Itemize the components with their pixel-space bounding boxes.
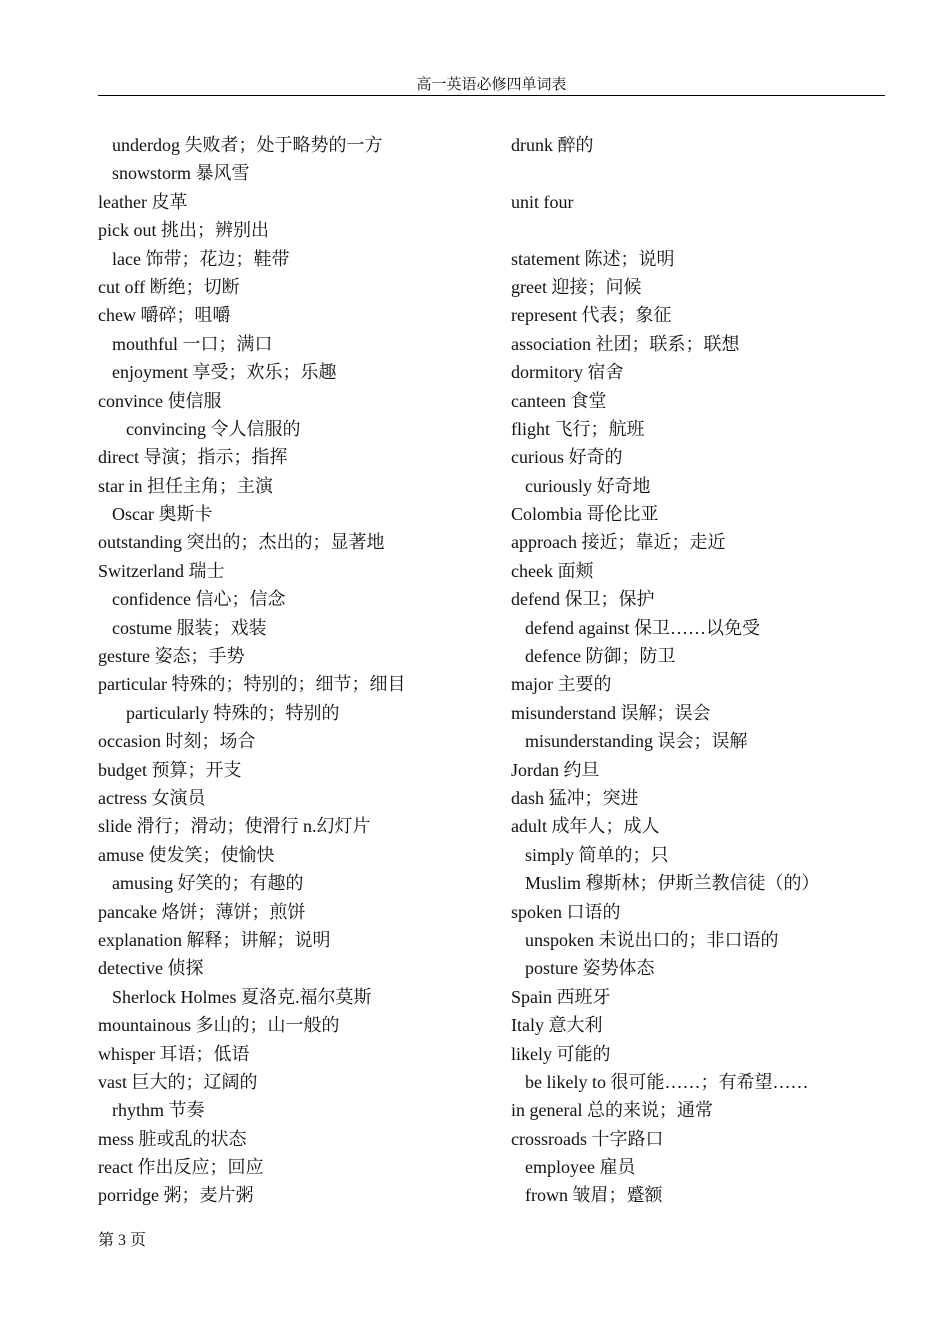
- vocab-entry: in general 总的来说；通常: [511, 1100, 713, 1121]
- vocab-entry: be likely to 很可能……；有希望……: [525, 1071, 809, 1092]
- vocab-entry: Spain 西班牙: [511, 986, 611, 1007]
- vocabulary-column-right: [511, 131, 891, 1210]
- vocabulary-column-left: [98, 131, 498, 1210]
- vocab-entry: mountainous 多山的；山一般的: [98, 1015, 340, 1036]
- vocab-entry: budget 预算；开支: [98, 759, 242, 780]
- vocab-entry: greet 迎接；问候: [511, 276, 642, 297]
- vocab-entry: posture 姿势体态: [525, 958, 655, 979]
- vocab-entry: amuse 使发笑；使愉快: [98, 844, 275, 865]
- vocab-entry: Oscar 奥斯卡: [112, 504, 213, 525]
- vocab-entry: particular 特殊的；特别的；细节；细目: [98, 674, 406, 695]
- vocab-entry: detective 侦探: [98, 958, 204, 979]
- vocab-entry: whisper 耳语；低语: [98, 1043, 250, 1064]
- vocab-entry: occasion 时刻；场合: [98, 731, 256, 752]
- vocab-entry: canteen 食堂: [511, 390, 607, 411]
- vocab-entry: simply 简单的；只: [525, 844, 669, 865]
- vocab-entry: outstanding 突出的；杰出的；显著地: [98, 532, 385, 553]
- vocab-entry: represent 代表；象征: [511, 305, 672, 326]
- vocab-entry: Colombia 哥伦比亚: [511, 504, 659, 525]
- vocab-entry: dash 猛冲；突进: [511, 787, 639, 808]
- vocab-entry: explanation 解释；讲解；说明: [98, 929, 331, 950]
- vocab-entry: porridge 粥；麦片粥: [98, 1185, 254, 1206]
- vocab-entry: pick out 挑出；辨别出: [98, 220, 269, 241]
- vocab-entry: employee 雇员: [525, 1157, 636, 1178]
- page-header-title: 高一英语必修四单词表: [416, 77, 567, 93]
- blank-line: [511, 159, 891, 187]
- vocab-entry: rhythm 节奏: [112, 1100, 205, 1121]
- vocab-entry: react 作出反应；回应: [98, 1157, 264, 1178]
- vocab-entry: actress 女演员: [98, 787, 206, 808]
- vocab-entry: slide 滑行；滑动；使滑行 n.幻灯片: [98, 816, 371, 837]
- vocab-entry: Sherlock Holmes 夏洛克.福尔莫斯: [112, 986, 372, 1007]
- vocab-entry: convincing 令人信服的: [126, 418, 301, 439]
- blank-line: [511, 216, 891, 244]
- vocab-entry: curious 好奇的: [511, 447, 623, 468]
- vocab-entry: misunderstand 误解；误会: [511, 702, 711, 723]
- vocab-entry: snowstorm 暴风雪: [112, 163, 250, 184]
- vocab-entry: direct 导演；指示；指挥: [98, 447, 288, 468]
- vocab-entry: misunderstanding 误会；误解: [525, 731, 748, 752]
- vocab-entry: vast 巨大的；辽阔的: [98, 1071, 258, 1092]
- vocab-entry: major 主要的: [511, 674, 612, 695]
- vocab-entry: amusing 好笑的；有趣的: [112, 873, 304, 894]
- vocab-entry: cheek 面颊: [511, 560, 594, 581]
- vocab-entry: lace 饰带；花边；鞋带: [112, 248, 290, 269]
- vocab-entry: pancake 烙饼；薄饼；煎饼: [98, 901, 306, 922]
- vocab-entry: mouthful 一口；满口: [112, 333, 273, 354]
- vocab-entry: approach 接近；靠近；走近: [511, 532, 726, 553]
- vocab-entry: star in 担任主角；主演: [98, 475, 273, 496]
- vocab-entry: defend against 保卫……以免受: [525, 617, 760, 638]
- vocab-entry: chew 嚼碎；咀嚼: [98, 305, 231, 326]
- vocab-entry: defend 保卫；保护: [511, 589, 655, 610]
- vocab-entry: leather 皮革: [98, 191, 188, 212]
- vocab-entry: mess 脏或乱的状态: [98, 1128, 247, 1149]
- vocab-entry: defence 防御；防卫: [525, 646, 676, 667]
- vocab-entry: likely 可能的: [511, 1043, 611, 1064]
- vocab-entry: frown 皱眉；蹙额: [525, 1185, 663, 1206]
- vocab-entry: flight 飞行；航班: [511, 418, 645, 439]
- vocab-entry: gesture 姿态；手势: [98, 646, 245, 667]
- vocab-entry: statement 陈述；说明: [511, 248, 675, 269]
- vocab-entry: dormitory 宿舍: [511, 362, 624, 383]
- vocab-entry: Switzerland 瑞士: [98, 560, 225, 581]
- vocab-entry: unit four: [511, 191, 574, 212]
- vocab-entry: Jordan 约旦: [511, 759, 600, 780]
- vocab-entry: particularly 特殊的；特别的: [126, 702, 340, 723]
- vocab-entry: curiously 好奇地: [525, 475, 651, 496]
- vocab-entry: underdog 失败者；处于略势的一方: [112, 135, 383, 155]
- vocab-entry: drunk 醉的: [511, 135, 594, 155]
- vocab-entry: unspoken 未说出口的；非口语的: [525, 929, 779, 950]
- page-number: 第 3 页: [98, 1232, 147, 1249]
- vocab-entry: spoken 口语的: [511, 901, 621, 922]
- vocab-entry: crossroads 十字路口: [511, 1128, 664, 1149]
- vocab-entry: enjoyment 享受；欢乐；乐趣: [112, 362, 337, 383]
- vocab-entry: convince 使信服: [98, 390, 222, 411]
- vocab-entry: cut off 断绝；切断: [98, 276, 240, 297]
- header-divider: [98, 95, 885, 96]
- vocab-entry: Muslim 穆斯林；伊斯兰教信徒（的）: [525, 873, 820, 894]
- vocab-entry: Italy 意大利: [511, 1015, 603, 1036]
- vocab-entry: confidence 信心；信念: [112, 589, 286, 610]
- vocab-entry: association 社团；联系；联想: [511, 333, 740, 354]
- vocab-entry: adult 成年人；成人: [511, 816, 660, 837]
- vocab-entry: costume 服装；戏装: [112, 617, 267, 638]
